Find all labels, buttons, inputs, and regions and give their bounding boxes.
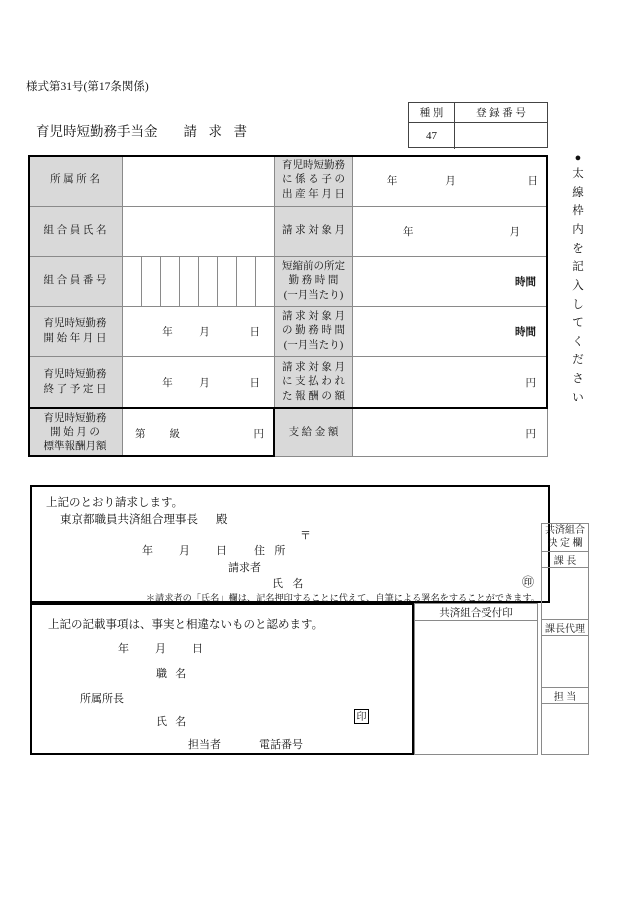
field-label-claim-month-work-hours: 請 求 対 象 月 の 勤 務 時 間 (一月当たり) [275,307,353,357]
receipt-stamp-label: 共済組合受付印 [415,604,537,621]
date-marks: 年 月 日 [162,378,260,389]
claimant-label: 請求者 [228,562,261,574]
registration-header-row [409,103,547,123]
grade-suffix: 級 [169,428,180,440]
member-number-box[interactable] [180,257,199,306]
decision-label-staff: 担 当 [542,688,588,704]
charge-contact-labels: 担当者 電話番号 [188,739,303,751]
page-title [36,120,251,140]
confirmation-text: 上記の記載事項は、事実と相違ないものと認めます。 [48,619,324,631]
field-input-end-date[interactable] [123,357,275,409]
date-marks: 年 月 日 [386,176,538,187]
confirmation-box [30,603,414,755]
field-label-member-name: 組 合 員 氏 名 [28,207,123,257]
member-number-box[interactable] [123,257,142,306]
decision-label-section-chief: 課 長 [542,552,588,568]
field-input-child-birthdate[interactable] [353,155,548,207]
field-input-member-name[interactable] [123,207,275,257]
vertical-instruction-note: ● 太 線 枠 内 を 記 入 し て く だ さ い [566,152,590,407]
unit-yen: 円 [525,378,536,389]
member-number-box[interactable] [161,257,180,306]
seal-round-icon: ㊞ [521,575,534,589]
registration-type-value[interactable]: 47 [409,123,455,149]
field-input-claim-month-work-hours[interactable] [353,307,548,357]
grade-prefix: 第 [135,428,146,440]
table-row [28,257,548,307]
field-label-member-number: 組 合 員 番 号 [28,257,123,307]
member-number-box[interactable] [218,257,237,306]
unit-yen: 円 [525,428,536,440]
form-number: 様式第31号(第17条関係) [26,81,149,93]
field-input-prior-work-hours[interactable] [353,257,548,307]
table-row [28,307,548,357]
member-number-box[interactable] [256,257,274,306]
field-label-start-date: 育児時短勤務 開 始 年 月 日 [28,307,123,357]
member-number-boxes[interactable] [123,257,274,306]
table-row [28,207,548,257]
title-main: 育児時短勤務手当金 [36,124,158,139]
table-row [28,155,548,207]
decision-column-title: 共済組合 決 定 欄 [542,524,588,552]
title-sub: 請 求 書 [183,124,251,139]
post-title-label: 職 名 [156,668,189,680]
field-input-office-name[interactable] [123,155,275,207]
table-row [28,409,548,457]
office-head-label: 所属所長 [80,693,124,705]
field-input-paid-remuneration[interactable] [353,357,548,409]
registration-table [408,102,548,148]
confirmation-date-fields[interactable]: 年 月 日 [118,643,203,655]
unit-hours: 時間 [515,327,536,338]
unit-hours: 時間 [515,277,536,288]
claim-statement-box [30,485,550,603]
field-label-payment-amount: 支 給 金 額 [275,409,353,457]
seal-square-icon: 印 [354,709,369,724]
field-input-start-date[interactable] [123,307,275,357]
field-label-prior-work-hours: 短縮前の所定 勤 務 時 間 (一月当たり) [275,257,353,307]
bullet-icon: ● [574,152,582,164]
office-head-name-label: 氏 名 [156,716,189,728]
registration-value-row [409,123,547,149]
member-number-box[interactable] [142,257,161,306]
field-label-paid-remuneration: 請 求 対 象 月 に 支 払 わ れ た 報 酬 の 額 [275,357,353,409]
field-input-claim-month[interactable] [353,207,548,257]
registration-number-value[interactable] [455,123,547,149]
member-number-box[interactable] [199,257,218,306]
claim-statement-text: 上記のとおり請求します。 [46,497,184,509]
date-marks: 年 月 [403,227,520,238]
unit-yen: 円 [253,428,264,440]
decision-stamp-area-section-chief[interactable] [542,568,588,620]
member-number-box[interactable] [237,257,256,306]
field-label-standard-remuneration: 育児時短勤務 開 始 月 の 標準報酬月額 [28,409,123,457]
date-marks: 年 月 日 [162,327,260,338]
decision-column [541,523,589,755]
field-input-member-number[interactable] [123,257,275,307]
postal-mark-icon: 〒 [300,530,311,542]
decision-stamp-area-staff[interactable] [542,704,588,754]
grade-line [123,426,274,441]
decision-label-deputy-chief: 課長代理 [542,620,588,636]
claimant-name-label: 氏 名 [272,578,307,590]
field-input-standard-remuneration[interactable] [123,409,275,457]
field-label-end-date: 育児時短勤務 終 了 予 定 日 [28,357,123,409]
receipt-stamp-box [414,603,538,755]
field-input-payment-amount[interactable] [353,409,548,457]
main-form-table [28,155,548,457]
field-label-child-birthdate: 育児時短勤務 に 係 る 子 の 出 産 年 月 日 [275,155,353,207]
table-row [28,357,548,409]
field-label-claim-month: 請 求 対 象 月 [275,207,353,257]
claim-address-label: 住 所 [254,545,289,557]
registration-number-header: 登 録 番 号 [476,108,526,119]
claim-date-fields[interactable]: 年 月 日 [142,545,227,557]
field-label-office-name: 所 属 所 名 [28,155,123,207]
decision-stamp-area-deputy-chief[interactable] [542,636,588,688]
claim-footnote: ＊請求者の「氏名」欄は、記名押印することに代えて、自筆による署名をすることができます。 [145,593,540,603]
registration-type-header: 種 別 [409,103,455,122]
claim-addressee: 東京都職員共済組合理事長 殿 [60,514,228,526]
